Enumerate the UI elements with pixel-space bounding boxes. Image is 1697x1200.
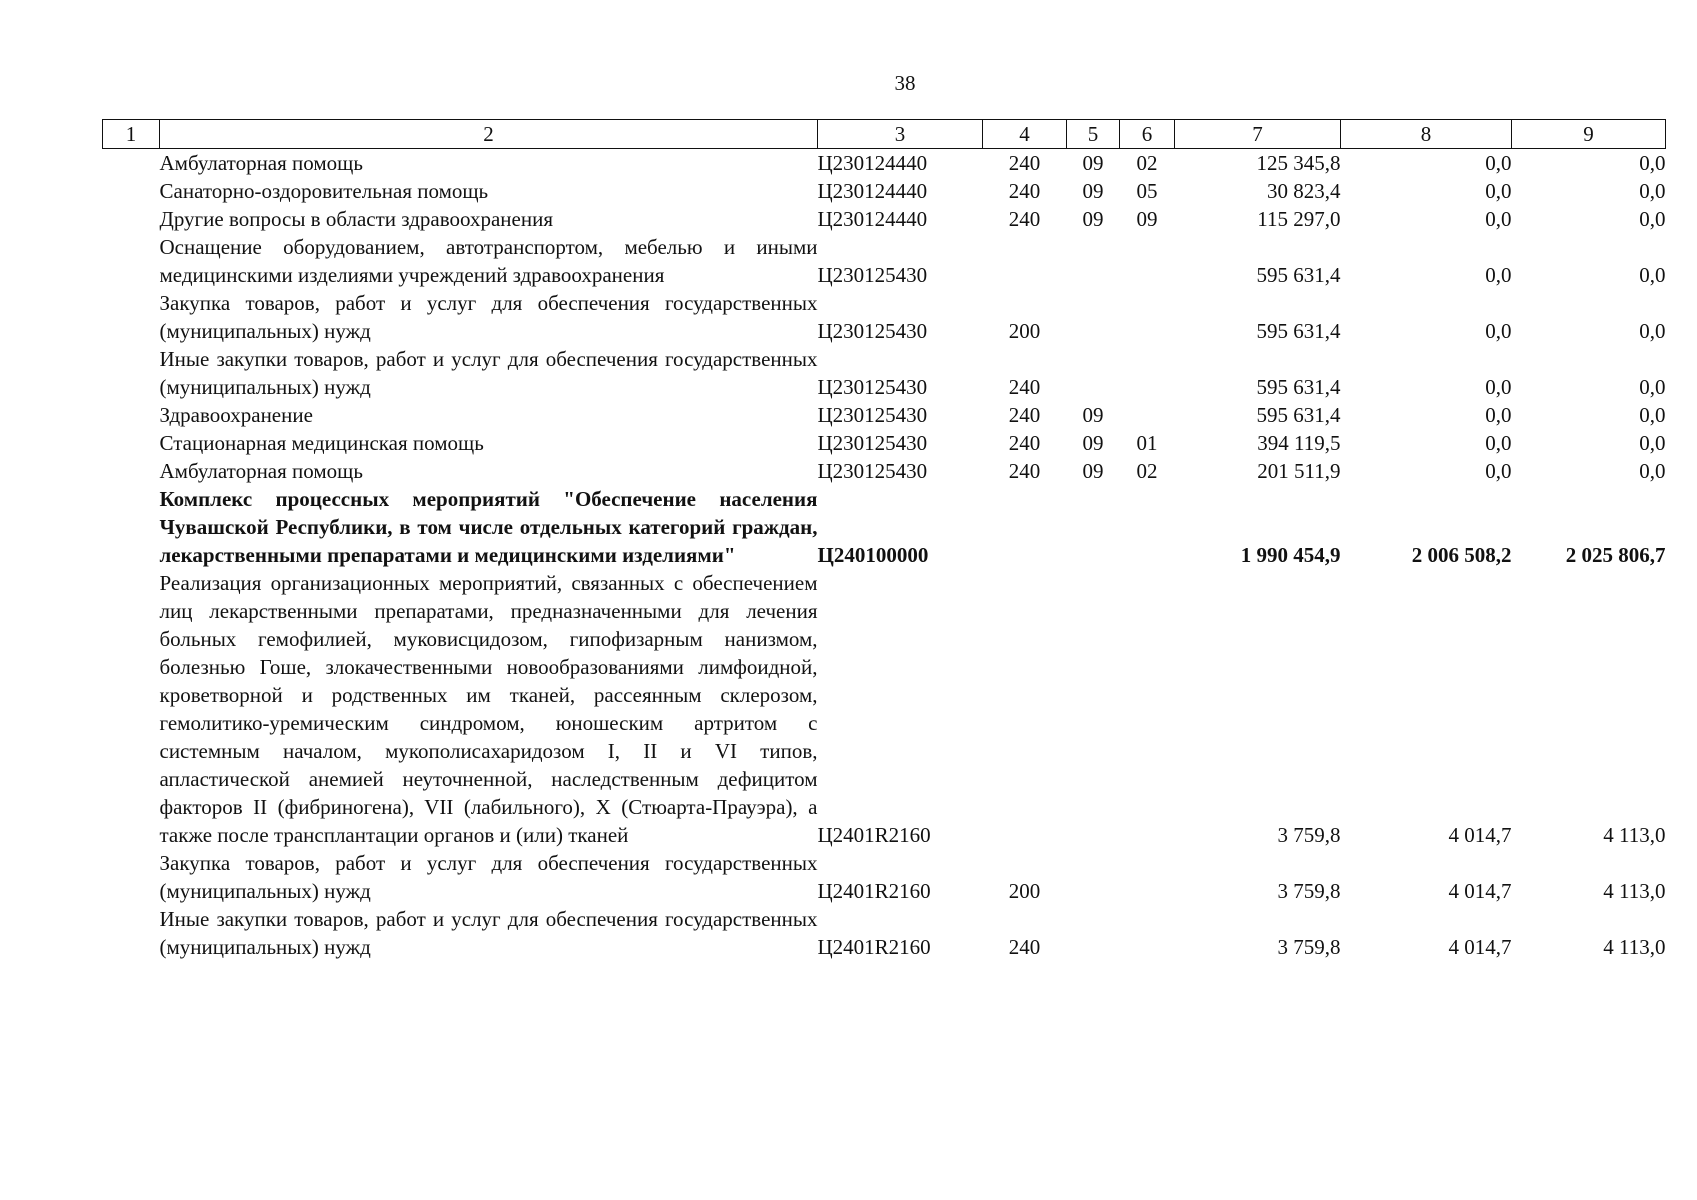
- table-row: [103, 401, 1666, 429]
- row-col-5: 09: [1082, 179, 1104, 203]
- row-col-6: [1120, 289, 1175, 345]
- row-code: Ц230125430: [817, 459, 928, 483]
- row-col-4: 200: [1008, 879, 1041, 903]
- row-col-4: 240: [1008, 151, 1041, 175]
- row-col-4: 240: [1008, 179, 1041, 203]
- row-name: Закупка товаров, работ и услуг для обеспечения государственных (муниципальных) нужд: [159, 291, 818, 343]
- spacer-cell: [103, 233, 160, 289]
- row-value-7: 3 759,8: [1277, 823, 1341, 847]
- table-row: [103, 233, 1666, 289]
- table-row: [103, 149, 1666, 178]
- spacer-cell: [103, 205, 160, 233]
- row-value-7: 595 631,4: [1256, 403, 1341, 427]
- row-value-7: 3 759,8: [1277, 879, 1341, 903]
- header-row: [103, 120, 1666, 149]
- row-value-8: 2 006 508,2: [1411, 543, 1512, 567]
- budget-table: [102, 119, 1666, 961]
- row-value-7: 30 823,4: [1267, 179, 1341, 203]
- row-code: Ц230125430: [817, 431, 928, 455]
- row-col-5: 09: [1082, 151, 1104, 175]
- row-value-9: 4 113,0: [1603, 823, 1666, 847]
- table-row: [103, 849, 1666, 905]
- row-col-6: 02: [1136, 459, 1158, 483]
- table-row: [103, 205, 1666, 233]
- row-value-9: 0,0: [1639, 403, 1666, 427]
- row-value-7: 115 297,0: [1257, 207, 1341, 231]
- row-value-7: 3 759,8: [1277, 935, 1341, 959]
- row-col-4: 240: [1008, 459, 1041, 483]
- row-value-8: 4 014,7: [1448, 879, 1512, 903]
- row-value-8: 0,0: [1485, 319, 1512, 343]
- header-col-9: 9: [1512, 120, 1666, 149]
- header-col-1: 1: [103, 120, 160, 149]
- row-col-5: 09: [1082, 207, 1104, 231]
- spacer-cell: [103, 849, 160, 905]
- row-value-7: 394 119,5: [1257, 431, 1341, 455]
- row-code: Ц230125430: [817, 403, 928, 427]
- row-code: Ц230125430: [817, 263, 928, 287]
- row-value-9: 0,0: [1639, 319, 1666, 343]
- row-name: Другие вопросы в области здравоохранения: [159, 207, 553, 231]
- row-col-5: 09: [1082, 459, 1104, 483]
- spacer-cell: [103, 429, 160, 457]
- table-row: [103, 457, 1666, 485]
- row-name: Иные закупки товаров, работ и услуг для обеспечения государственных (муниципальных) нужд: [159, 907, 818, 959]
- table-row: [103, 345, 1666, 401]
- row-code: Ц230124440: [817, 151, 928, 175]
- row-value-8: 0,0: [1485, 459, 1512, 483]
- row-value-9: 0,0: [1639, 263, 1666, 287]
- spacer-cell: [103, 485, 160, 569]
- row-value-9: 0,0: [1639, 151, 1666, 175]
- row-name: Амбулаторная помощь: [159, 151, 363, 175]
- row-col-5: [1067, 485, 1120, 569]
- row-col-6: [1120, 569, 1175, 849]
- row-name: Комплекс процессных мероприятий "Обеспечение населения Чувашской Республики, в том числе отдельных категорий граждан, лекарственными препаратами и медицинскими изделиями": [159, 487, 818, 567]
- header-col-8: 8: [1341, 120, 1512, 149]
- row-value-7: 595 631,4: [1256, 375, 1341, 399]
- spacer-cell: [103, 457, 160, 485]
- row-value-8: 0,0: [1485, 403, 1512, 427]
- row-value-8: 0,0: [1485, 151, 1512, 175]
- row-value-8: 4 014,7: [1448, 823, 1512, 847]
- row-col-6: 05: [1136, 179, 1158, 203]
- row-col-5: [1067, 233, 1120, 289]
- row-col-5: [1067, 345, 1120, 401]
- row-value-9: 4 113,0: [1603, 935, 1666, 959]
- row-col-5: 09: [1082, 403, 1104, 427]
- row-name: Иные закупки товаров, работ и услуг для обеспечения государственных (муниципальных) нужд: [159, 347, 818, 399]
- table-row: [103, 429, 1666, 457]
- table-row: [103, 569, 1666, 849]
- row-value-9: 0,0: [1639, 375, 1666, 399]
- row-col-4: [983, 233, 1067, 289]
- row-col-4: 200: [1008, 319, 1041, 343]
- row-code: Ц230125430: [817, 319, 928, 343]
- row-col-5: [1067, 289, 1120, 345]
- row-col-6: [1120, 401, 1175, 429]
- row-value-8: 0,0: [1485, 431, 1512, 455]
- row-col-4: 240: [1008, 431, 1041, 455]
- spacer-cell: [103, 289, 160, 345]
- row-col-5: [1067, 569, 1120, 849]
- row-value-9: 0,0: [1639, 431, 1666, 455]
- spacer-cell: [103, 401, 160, 429]
- row-name: Закупка товаров, работ и услуг для обеспечения государственных (муниципальных) нужд: [159, 851, 818, 903]
- row-name: Санаторно-оздоровительная помощь: [159, 179, 489, 203]
- row-col-6: [1120, 345, 1175, 401]
- row-code: Ц230125430: [817, 375, 928, 399]
- row-value-7: 1 990 454,9: [1240, 543, 1341, 567]
- row-col-5: 09: [1082, 431, 1104, 455]
- row-value-9: 2 025 806,7: [1565, 543, 1666, 567]
- row-col-6: [1120, 233, 1175, 289]
- page-number: 38: [894, 71, 916, 95]
- row-name: Оснащение оборудованием, автотранспортом, мебелью и иными медицинскими изделиями учреждений здравоохранения: [159, 235, 818, 287]
- table-row: [103, 289, 1666, 345]
- row-code: Ц2401R2160: [817, 935, 931, 959]
- row-value-9: 4 113,0: [1603, 879, 1666, 903]
- row-col-4: 240: [1008, 403, 1041, 427]
- row-value-9: 0,0: [1639, 459, 1666, 483]
- row-col-6: [1120, 485, 1175, 569]
- spacer-cell: [103, 345, 160, 401]
- spacer-cell: [103, 177, 160, 205]
- spacer-cell: [103, 149, 160, 178]
- row-value-7: 595 631,4: [1256, 319, 1341, 343]
- row-value-8: 0,0: [1485, 207, 1512, 231]
- row-code: Ц230124440: [817, 207, 928, 231]
- header-col-4: 4: [983, 120, 1067, 149]
- row-value-7: 201 511,9: [1257, 459, 1341, 483]
- row-value-7: 595 631,4: [1256, 263, 1341, 287]
- spacer-cell: [103, 569, 160, 849]
- row-col-6: 01: [1136, 431, 1158, 455]
- row-code: Ц230124440: [817, 179, 928, 203]
- header-col-2: 2: [160, 120, 818, 149]
- header-col-7: 7: [1175, 120, 1341, 149]
- row-value-8: 4 014,7: [1448, 935, 1512, 959]
- row-col-6: [1120, 849, 1175, 905]
- row-name: Реализация организационных мероприятий, связанных с обеспечением лиц лекарственными препаратами, предназначенными для лечения больных гемофилией, муковисцидозом, гипофизарным нанизмом, болезнью Гоше, злокачественными новообразованиями лимфоидной, кроветворной и родственных им тканей, рассеянным склерозом, гемолитико-уремическим синдромом, юношеским артритом с системным началом, мукополисахаридозом I, II и VI типов, апластической анемией неуточненной, наследственным дефицитом факторов II (фибриногена), VII (лабильного), X (Стюарта-Прауэра), а также после трансплантации органов и (или) тканей: [159, 571, 818, 847]
- row-name: Амбулаторная помощь: [159, 459, 363, 483]
- row-code: Ц2401R2160: [817, 879, 931, 903]
- table-row: [103, 485, 1666, 569]
- row-value-8: 0,0: [1485, 263, 1512, 287]
- table-body: [103, 149, 1666, 962]
- row-col-6: [1120, 905, 1175, 961]
- row-code: Ц240100000: [817, 543, 929, 567]
- row-col-4: [983, 569, 1067, 849]
- header-col-3: 3: [818, 120, 983, 149]
- row-value-9: 0,0: [1639, 179, 1666, 203]
- row-value-8: 0,0: [1485, 179, 1512, 203]
- row-value-8: 0,0: [1485, 375, 1512, 399]
- row-name: Стационарная медицинская помощь: [159, 431, 484, 455]
- row-value-9: 0,0: [1639, 207, 1666, 231]
- header-col-5: 5: [1067, 120, 1120, 149]
- table-row: [103, 905, 1666, 961]
- row-col-5: [1067, 905, 1120, 961]
- row-name: Здравоохранение: [159, 403, 313, 427]
- row-col-4: 240: [1008, 375, 1041, 399]
- table-row: [103, 177, 1666, 205]
- spacer-cell: [103, 905, 160, 961]
- row-col-6: 09: [1136, 207, 1158, 231]
- row-col-5: [1067, 849, 1120, 905]
- row-col-4: 240: [1008, 935, 1041, 959]
- row-value-7: 125 345,8: [1256, 151, 1341, 175]
- row-col-4: 240: [1008, 207, 1041, 231]
- row-col-6: 02: [1136, 151, 1158, 175]
- row-code: Ц2401R2160: [817, 823, 931, 847]
- header-col-6: 6: [1120, 120, 1175, 149]
- row-col-4: [983, 485, 1067, 569]
